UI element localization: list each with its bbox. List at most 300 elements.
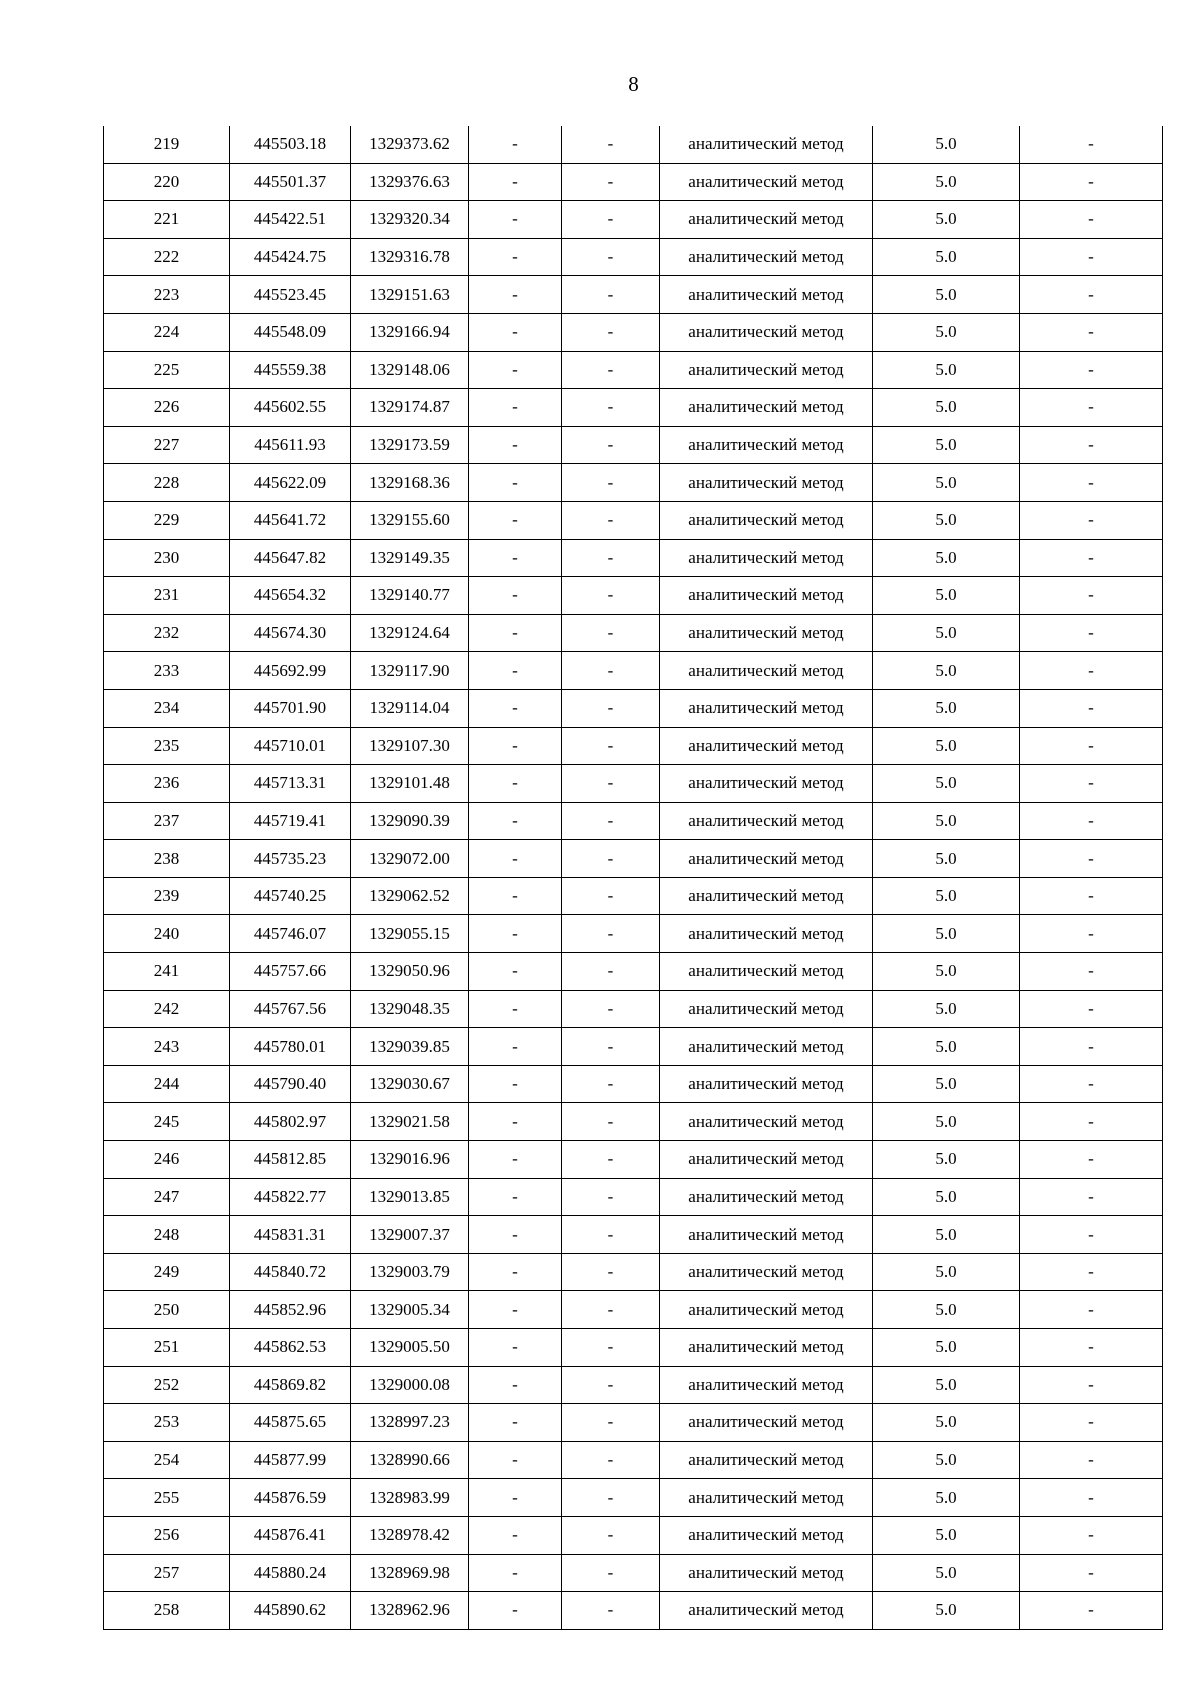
empty-cell-b: -: [562, 313, 660, 351]
empty-cell-b: -: [562, 1516, 660, 1554]
empty-cell-a: -: [469, 238, 562, 276]
table-row: [104, 1103, 1163, 1141]
table-row: [104, 1065, 1163, 1103]
y-coordinate-cell: 1329030.67: [351, 1065, 469, 1103]
empty-cell-c: -: [1020, 915, 1163, 953]
empty-cell-b: -: [562, 238, 660, 276]
method-cell: аналитический метод: [660, 1028, 873, 1066]
empty-cell-c: -: [1020, 163, 1163, 201]
method-cell: аналитический метод: [660, 1404, 873, 1442]
empty-cell-b: -: [562, 1366, 660, 1404]
y-coordinate-cell: 1329174.87: [351, 389, 469, 427]
point-number-cell: 255: [104, 1479, 230, 1517]
table-row: [104, 238, 1163, 276]
method-cell: аналитический метод: [660, 689, 873, 727]
empty-cell-b: -: [562, 877, 660, 915]
empty-cell-b: -: [562, 389, 660, 427]
point-number-cell: 228: [104, 464, 230, 502]
accuracy-cell: 5.0: [873, 1178, 1020, 1216]
empty-cell-a: -: [469, 1103, 562, 1141]
y-coordinate-cell: 1328969.98: [351, 1554, 469, 1592]
method-cell: аналитический метод: [660, 1216, 873, 1254]
empty-cell-c: -: [1020, 1291, 1163, 1329]
x-coordinate-cell: 445862.53: [230, 1329, 351, 1367]
x-coordinate-cell: 445641.72: [230, 501, 351, 539]
accuracy-cell: 5.0: [873, 1554, 1020, 1592]
empty-cell-b: -: [562, 201, 660, 239]
empty-cell-c: -: [1020, 1216, 1163, 1254]
method-cell: аналитический метод: [660, 464, 873, 502]
empty-cell-b: -: [562, 501, 660, 539]
empty-cell-b: -: [562, 1028, 660, 1066]
table-row: [104, 276, 1163, 314]
method-cell: аналитический метод: [660, 652, 873, 690]
y-coordinate-cell: 1329101.48: [351, 765, 469, 803]
x-coordinate-cell: 445890.62: [230, 1592, 351, 1630]
y-coordinate-cell: 1329062.52: [351, 877, 469, 915]
accuracy-cell: 5.0: [873, 1441, 1020, 1479]
y-coordinate-cell: 1329117.90: [351, 652, 469, 690]
empty-cell-a: -: [469, 1253, 562, 1291]
accuracy-cell: 5.0: [873, 1329, 1020, 1367]
point-number-cell: 244: [104, 1065, 230, 1103]
empty-cell-c: -: [1020, 351, 1163, 389]
accuracy-cell: 5.0: [873, 840, 1020, 878]
empty-cell-a: -: [469, 877, 562, 915]
table-row: [104, 727, 1163, 765]
y-coordinate-cell: 1329072.00: [351, 840, 469, 878]
empty-cell-c: -: [1020, 1404, 1163, 1442]
x-coordinate-cell: 445713.31: [230, 765, 351, 803]
table-row: [104, 539, 1163, 577]
table-row: [104, 1216, 1163, 1254]
accuracy-cell: 5.0: [873, 652, 1020, 690]
empty-cell-a: -: [469, 802, 562, 840]
point-number-cell: 231: [104, 577, 230, 615]
table-row: [104, 389, 1163, 427]
table-row: [104, 201, 1163, 239]
empty-cell-a: -: [469, 614, 562, 652]
method-cell: аналитический метод: [660, 501, 873, 539]
point-number-cell: 220: [104, 163, 230, 201]
x-coordinate-cell: 445840.72: [230, 1253, 351, 1291]
accuracy-cell: 5.0: [873, 201, 1020, 239]
accuracy-cell: 5.0: [873, 313, 1020, 351]
point-number-cell: 221: [104, 201, 230, 239]
table-row: [104, 689, 1163, 727]
empty-cell-c: -: [1020, 652, 1163, 690]
x-coordinate-cell: 445812.85: [230, 1141, 351, 1179]
empty-cell-a: -: [469, 1216, 562, 1254]
x-coordinate-cell: 445780.01: [230, 1028, 351, 1066]
empty-cell-b: -: [562, 163, 660, 201]
table-row: [104, 351, 1163, 389]
x-coordinate-cell: 445802.97: [230, 1103, 351, 1141]
empty-cell-a: -: [469, 389, 562, 427]
x-coordinate-cell: 445876.59: [230, 1479, 351, 1517]
method-cell: аналитический метод: [660, 915, 873, 953]
point-number-cell: 254: [104, 1441, 230, 1479]
empty-cell-a: -: [469, 727, 562, 765]
x-coordinate-cell: 445877.99: [230, 1441, 351, 1479]
y-coordinate-cell: 1329376.63: [351, 163, 469, 201]
empty-cell-a: -: [469, 426, 562, 464]
y-coordinate-cell: 1329155.60: [351, 501, 469, 539]
accuracy-cell: 5.0: [873, 1592, 1020, 1630]
table-row: [104, 953, 1163, 991]
method-cell: аналитический метод: [660, 990, 873, 1028]
point-number-cell: 223: [104, 276, 230, 314]
method-cell: аналитический метод: [660, 389, 873, 427]
empty-cell-b: -: [562, 464, 660, 502]
y-coordinate-cell: 1329114.04: [351, 689, 469, 727]
method-cell: аналитический метод: [660, 577, 873, 615]
method-cell: аналитический метод: [660, 1329, 873, 1367]
empty-cell-a: -: [469, 840, 562, 878]
empty-cell-c: -: [1020, 539, 1163, 577]
empty-cell-c: -: [1020, 1065, 1163, 1103]
empty-cell-c: -: [1020, 1554, 1163, 1592]
method-cell: аналитический метод: [660, 238, 873, 276]
accuracy-cell: 5.0: [873, 577, 1020, 615]
x-coordinate-cell: 445869.82: [230, 1366, 351, 1404]
y-coordinate-cell: 1329149.35: [351, 539, 469, 577]
empty-cell-b: -: [562, 539, 660, 577]
empty-cell-b: -: [562, 1103, 660, 1141]
x-coordinate-cell: 445501.37: [230, 163, 351, 201]
table-row: [104, 1178, 1163, 1216]
empty-cell-c: -: [1020, 990, 1163, 1028]
accuracy-cell: 5.0: [873, 1065, 1020, 1103]
method-cell: аналитический метод: [660, 1441, 873, 1479]
y-coordinate-cell: 1329090.39: [351, 802, 469, 840]
method-cell: аналитический метод: [660, 840, 873, 878]
empty-cell-a: -: [469, 765, 562, 803]
table-row: [104, 840, 1163, 878]
table-row: [104, 501, 1163, 539]
table-row: [104, 1554, 1163, 1592]
empty-cell-c: -: [1020, 1441, 1163, 1479]
empty-cell-b: -: [562, 1479, 660, 1517]
table-row: [104, 1404, 1163, 1442]
point-number-cell: 249: [104, 1253, 230, 1291]
empty-cell-a: -: [469, 953, 562, 991]
table-row: [104, 163, 1163, 201]
empty-cell-b: -: [562, 1404, 660, 1442]
empty-cell-c: -: [1020, 276, 1163, 314]
accuracy-cell: 5.0: [873, 389, 1020, 427]
empty-cell-b: -: [562, 990, 660, 1028]
empty-cell-a: -: [469, 351, 562, 389]
table-row: [104, 577, 1163, 615]
empty-cell-b: -: [562, 652, 660, 690]
empty-cell-a: -: [469, 577, 562, 615]
accuracy-cell: 5.0: [873, 765, 1020, 803]
point-number-cell: 227: [104, 426, 230, 464]
y-coordinate-cell: 1328990.66: [351, 1441, 469, 1479]
empty-cell-a: -: [469, 464, 562, 502]
table-row: [104, 1366, 1163, 1404]
x-coordinate-cell: 445710.01: [230, 727, 351, 765]
empty-cell-b: -: [562, 802, 660, 840]
empty-cell-b: -: [562, 727, 660, 765]
accuracy-cell: 5.0: [873, 426, 1020, 464]
empty-cell-a: -: [469, 1441, 562, 1479]
empty-cell-c: -: [1020, 953, 1163, 991]
empty-cell-c: -: [1020, 464, 1163, 502]
method-cell: аналитический метод: [660, 539, 873, 577]
empty-cell-c: -: [1020, 201, 1163, 239]
empty-cell-c: -: [1020, 1253, 1163, 1291]
empty-cell-b: -: [562, 614, 660, 652]
x-coordinate-cell: 445422.51: [230, 201, 351, 239]
empty-cell-a: -: [469, 1291, 562, 1329]
point-number-cell: 235: [104, 727, 230, 765]
point-number-cell: 250: [104, 1291, 230, 1329]
x-coordinate-cell: 445654.32: [230, 577, 351, 615]
point-number-cell: 226: [104, 389, 230, 427]
accuracy-cell: 5.0: [873, 1216, 1020, 1254]
table-row: [104, 915, 1163, 953]
accuracy-cell: 5.0: [873, 1028, 1020, 1066]
y-coordinate-cell: 1329000.08: [351, 1366, 469, 1404]
empty-cell-a: -: [469, 689, 562, 727]
x-coordinate-cell: 445622.09: [230, 464, 351, 502]
table-row: [104, 1329, 1163, 1367]
method-cell: аналитический метод: [660, 126, 873, 163]
accuracy-cell: 5.0: [873, 727, 1020, 765]
empty-cell-b: -: [562, 1065, 660, 1103]
accuracy-cell: 5.0: [873, 126, 1020, 163]
x-coordinate-cell: 445424.75: [230, 238, 351, 276]
accuracy-cell: 5.0: [873, 1291, 1020, 1329]
x-coordinate-cell: 445559.38: [230, 351, 351, 389]
x-coordinate-cell: 445602.55: [230, 389, 351, 427]
table-row: [104, 464, 1163, 502]
point-number-cell: 242: [104, 990, 230, 1028]
method-cell: аналитический метод: [660, 276, 873, 314]
accuracy-cell: 5.0: [873, 614, 1020, 652]
y-coordinate-cell: 1329316.78: [351, 238, 469, 276]
x-coordinate-cell: 445674.30: [230, 614, 351, 652]
empty-cell-a: -: [469, 1178, 562, 1216]
empty-cell-b: -: [562, 426, 660, 464]
accuracy-cell: 5.0: [873, 689, 1020, 727]
empty-cell-b: -: [562, 689, 660, 727]
empty-cell-a: -: [469, 652, 562, 690]
table-row: [104, 765, 1163, 803]
empty-cell-a: -: [469, 1592, 562, 1630]
empty-cell-b: -: [562, 765, 660, 803]
point-number-cell: 243: [104, 1028, 230, 1066]
empty-cell-b: -: [562, 953, 660, 991]
empty-cell-b: -: [562, 577, 660, 615]
point-number-cell: 222: [104, 238, 230, 276]
method-cell: аналитический метод: [660, 1065, 873, 1103]
accuracy-cell: 5.0: [873, 1141, 1020, 1179]
y-coordinate-cell: 1329050.96: [351, 953, 469, 991]
method-cell: аналитический метод: [660, 1516, 873, 1554]
empty-cell-a: -: [469, 163, 562, 201]
accuracy-cell: 5.0: [873, 238, 1020, 276]
empty-cell-a: -: [469, 1554, 562, 1592]
empty-cell-c: -: [1020, 765, 1163, 803]
y-coordinate-cell: 1329007.37: [351, 1216, 469, 1254]
point-number-cell: 245: [104, 1103, 230, 1141]
method-cell: аналитический метод: [660, 953, 873, 991]
empty-cell-a: -: [469, 501, 562, 539]
y-coordinate-cell: 1329021.58: [351, 1103, 469, 1141]
y-coordinate-cell: 1329003.79: [351, 1253, 469, 1291]
table-row: [104, 1441, 1163, 1479]
x-coordinate-cell: 445523.45: [230, 276, 351, 314]
table-row: [104, 1028, 1163, 1066]
point-number-cell: 240: [104, 915, 230, 953]
empty-cell-a: -: [469, 1516, 562, 1554]
x-coordinate-cell: 445876.41: [230, 1516, 351, 1554]
point-number-cell: 234: [104, 689, 230, 727]
empty-cell-c: -: [1020, 1366, 1163, 1404]
empty-cell-c: -: [1020, 727, 1163, 765]
empty-cell-c: -: [1020, 1141, 1163, 1179]
y-coordinate-cell: 1329005.50: [351, 1329, 469, 1367]
empty-cell-a: -: [469, 313, 562, 351]
y-coordinate-cell: 1328978.42: [351, 1516, 469, 1554]
table-row: [104, 614, 1163, 652]
table-row: [104, 1141, 1163, 1179]
x-coordinate-cell: 445875.65: [230, 1404, 351, 1442]
empty-cell-a: -: [469, 1065, 562, 1103]
x-coordinate-cell: 445746.07: [230, 915, 351, 953]
empty-cell-a: -: [469, 990, 562, 1028]
table-row: [104, 1592, 1163, 1630]
point-number-cell: 230: [104, 539, 230, 577]
empty-cell-b: -: [562, 276, 660, 314]
point-number-cell: 248: [104, 1216, 230, 1254]
point-number-cell: 237: [104, 802, 230, 840]
x-coordinate-cell: 445719.41: [230, 802, 351, 840]
accuracy-cell: 5.0: [873, 1366, 1020, 1404]
point-number-cell: 252: [104, 1366, 230, 1404]
x-coordinate-cell: 445880.24: [230, 1554, 351, 1592]
method-cell: аналитический метод: [660, 1291, 873, 1329]
empty-cell-a: -: [469, 915, 562, 953]
empty-cell-b: -: [562, 126, 660, 163]
empty-cell-b: -: [562, 915, 660, 953]
empty-cell-a: -: [469, 1141, 562, 1179]
empty-cell-b: -: [562, 1141, 660, 1179]
method-cell: аналитический метод: [660, 1366, 873, 1404]
x-coordinate-cell: 445735.23: [230, 840, 351, 878]
y-coordinate-cell: 1328962.96: [351, 1592, 469, 1630]
empty-cell-c: -: [1020, 840, 1163, 878]
x-coordinate-cell: 445790.40: [230, 1065, 351, 1103]
y-coordinate-cell: 1329005.34: [351, 1291, 469, 1329]
empty-cell-b: -: [562, 1441, 660, 1479]
x-coordinate-cell: 445692.99: [230, 652, 351, 690]
y-coordinate-cell: 1329124.64: [351, 614, 469, 652]
empty-cell-a: -: [469, 201, 562, 239]
accuracy-cell: 5.0: [873, 163, 1020, 201]
y-coordinate-cell: 1329148.06: [351, 351, 469, 389]
empty-cell-b: -: [562, 1329, 660, 1367]
empty-cell-b: -: [562, 840, 660, 878]
method-cell: аналитический метод: [660, 426, 873, 464]
empty-cell-a: -: [469, 1404, 562, 1442]
x-coordinate-cell: 445852.96: [230, 1291, 351, 1329]
point-number-cell: 258: [104, 1592, 230, 1630]
point-number-cell: 233: [104, 652, 230, 690]
method-cell: аналитический метод: [660, 802, 873, 840]
accuracy-cell: 5.0: [873, 915, 1020, 953]
point-number-cell: 239: [104, 877, 230, 915]
point-number-cell: 229: [104, 501, 230, 539]
empty-cell-c: -: [1020, 1329, 1163, 1367]
point-number-cell: 251: [104, 1329, 230, 1367]
method-cell: аналитический метод: [660, 1554, 873, 1592]
empty-cell-c: -: [1020, 1516, 1163, 1554]
point-number-cell: 256: [104, 1516, 230, 1554]
method-cell: аналитический метод: [660, 313, 873, 351]
point-number-cell: 225: [104, 351, 230, 389]
empty-cell-c: -: [1020, 1592, 1163, 1630]
y-coordinate-cell: 1329373.62: [351, 126, 469, 163]
page-number: 8: [628, 72, 639, 96]
x-coordinate-cell: 445831.31: [230, 1216, 351, 1254]
point-number-cell: 247: [104, 1178, 230, 1216]
empty-cell-c: -: [1020, 1178, 1163, 1216]
method-cell: аналитический метод: [660, 877, 873, 915]
x-coordinate-cell: 445822.77: [230, 1178, 351, 1216]
x-coordinate-cell: 445503.18: [230, 126, 351, 163]
table-row: [104, 990, 1163, 1028]
empty-cell-c: -: [1020, 1479, 1163, 1517]
method-cell: аналитический метод: [660, 765, 873, 803]
empty-cell-c: -: [1020, 238, 1163, 276]
y-coordinate-cell: 1329140.77: [351, 577, 469, 615]
y-coordinate-cell: 1329016.96: [351, 1141, 469, 1179]
y-coordinate-cell: 1329055.15: [351, 915, 469, 953]
accuracy-cell: 5.0: [873, 351, 1020, 389]
y-coordinate-cell: 1329048.35: [351, 990, 469, 1028]
point-number-cell: 236: [104, 765, 230, 803]
method-cell: аналитический метод: [660, 163, 873, 201]
method-cell: аналитический метод: [660, 614, 873, 652]
table-row: [104, 877, 1163, 915]
point-number-cell: 224: [104, 313, 230, 351]
x-coordinate-cell: 445757.66: [230, 953, 351, 991]
table-row: [104, 1479, 1163, 1517]
y-coordinate-cell: 1329168.36: [351, 464, 469, 502]
y-coordinate-cell: 1329013.85: [351, 1178, 469, 1216]
y-coordinate-cell: 1328983.99: [351, 1479, 469, 1517]
y-coordinate-cell: 1329107.30: [351, 727, 469, 765]
empty-cell-a: -: [469, 276, 562, 314]
empty-cell-b: -: [562, 1592, 660, 1630]
accuracy-cell: 5.0: [873, 953, 1020, 991]
method-cell: аналитический метод: [660, 1592, 873, 1630]
empty-cell-c: -: [1020, 313, 1163, 351]
method-cell: аналитический метод: [660, 1103, 873, 1141]
method-cell: аналитический метод: [660, 1141, 873, 1179]
accuracy-cell: 5.0: [873, 1479, 1020, 1517]
empty-cell-a: -: [469, 1028, 562, 1066]
accuracy-cell: 5.0: [873, 877, 1020, 915]
point-number-cell: 241: [104, 953, 230, 991]
x-coordinate-cell: 445740.25: [230, 877, 351, 915]
point-number-cell: 253: [104, 1404, 230, 1442]
method-cell: аналитический метод: [660, 1253, 873, 1291]
